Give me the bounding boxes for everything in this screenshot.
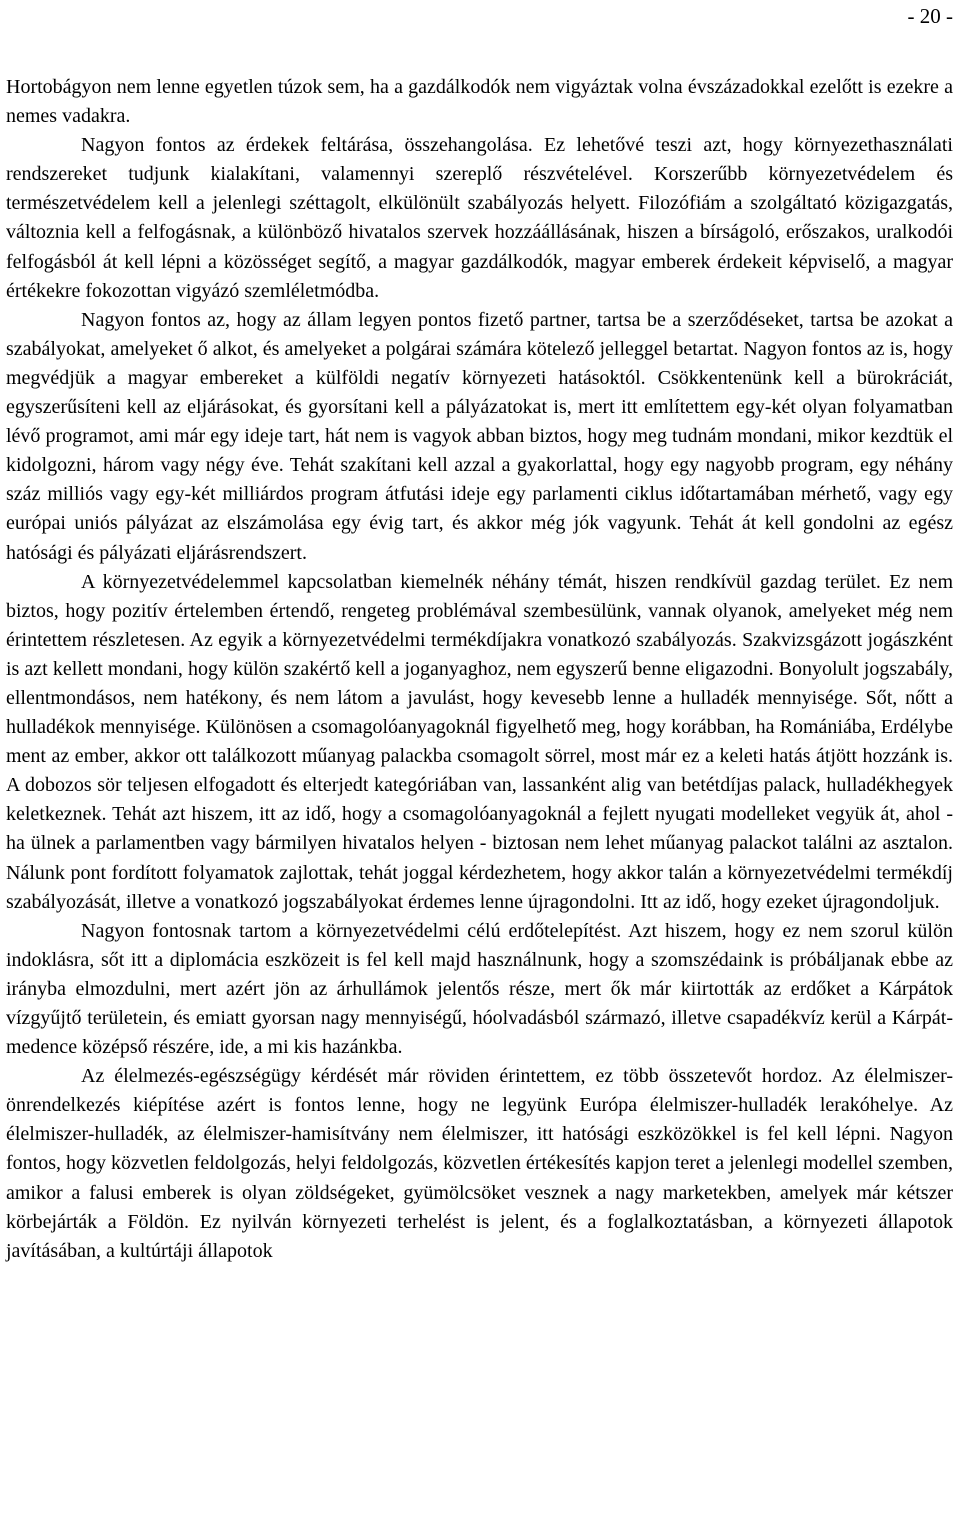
paragraph: Az élelmezés-egészségügy kérdését már röviden érintettem, ez több összetevőt hordoz. Az élelmiszer-önrendelkezés kiépítése azért is fontos lenne, hogy ne legyünk Európa élelmiszer-hulladék lerakóhelye. Az élelmiszer-hulladék, az élelmiszer-hamisítvány nem élelmiszer, itt hatósági eszközökkel is fel kell lépni. Nagyon fontos, hogy közvetlen feldolgozás, helyi feldolgozás, közvetlen értékesítés kapjon teret a jelenlegi modellel szemben, amikor a falusi emberek is olyan zöldségeket, gyümölcsöket vesznek a nagy marketekben, amelyek már kétszer körbejárták a Földön. Ez nyilván környezeti terhelést is jelent, és a foglalkoztatásban, a környezeti állapotok javításában, a kultúrtáji állapotok [6, 1065, 953, 1262]
paragraph: A környezetvédelemmel kapcsolatban kiemelnék néhány témát, hiszen rendkívül gazdag terület. Ez nem biztos, hogy pozitív értelemben értendő, rengeteg problémával szembesülünk, vannak olyanok, amelyeket még nem érintettem részletesen. Az egyik a környezetvédelmi termékdíjakra vonatkozó szabályozás. Szakvizsgázott jogászként is azt kellett mondani, hogy külön szakértő kell a joganyaghoz, nem egyszerű benne eligazodni. Bonyolult jogszabály, ellentmondásos, nem hatékony, és nem látom a javulást, hogy kevesebb lenne a hulladék mennyisége. Sőt, nőtt a hulladékok mennyisége. Különösen a csomagolóanyagoknál figyelhető meg, hogy korábban, ha Romániába, Erdélybe ment az ember, akkor ott találkozott műanyag palackba csomagolt sörrel, most már ez a keleti hatás átjött hozzánk is. A dobozos sör teljesen elfogadott és elterjedt kategóriában van, lassanként alig van betétdíjas palack, hulladékhegyek keletkeznek. Tehát azt hiszem, itt az idő, hogy a csomagolóanyagoknál a fejlett nyugati modelleket vegyük át, ahol - ha ülnek a parlamentben vagy bármilyen hivatalos helyen - biztosan nem lehet műanyag palackot találni az asztalon. Nálunk pont fordított folyamatok zajlottak, tehát joggal kérdezhetem, hogy akkor talán a környezetvédelmi termékdíj szabályozását, illetve a vonatkozó jogszabályokat érdemes lenne újragondolni. Itt az idő, hogy ezeket újragondoljuk. [6, 570, 953, 913]
page-number: - 20 - [907, 4, 953, 28]
paragraph: Nagyon fontosnak tartom a környezetvédelmi célú erdőtelepítést. Azt hiszem, hogy ez nem szorul külön indoklásra, sőt itt a diplomácia eszközeit is fel kell majd használnunk, hogy a szomszédaink is próbáljanak ebbe az irányba elmozdulni, mert azért jön az árhullámok jelentős része, mert ők már kiirtották az erdőket a Kárpátok vízgyűjtő területein, és emiatt gyorsan nagy mennyiségű, hóolvadásból származó, illetve csapadékvíz kerül a Kárpát-medence középső részére, ide, a mi kis hazánkba. [6, 919, 953, 1059]
paragraph: Nagyon fontos az, hogy az állam legyen pontos fizető partner, tartsa be a szerződéseket, tartsa be azokat a szabályokat, amelyeket ő alkot, és amelyeket a polgárai számára kötelező jelleggel betartat. Nagyon fontos az is, hogy megvédjük a magyar embereket a külföldi negatív környezeti hatásoktól. Csökkentenünk kell a bürokráciát, egyszerűsíteni kell az eljárásokat, és gyorsítani kell a pályázatokat is, mert itt említettem egy-két olyan folyamatban lévő programot, ami már egy ideje tart, hát nem is vagyok abban biztos, hogy meg tudnám mondani, mikor kezdtük el kidolgozni, három vagy négy éve. Tehát szakítani kell azzal a gyakorlattal, hogy egy nagyobb program, egy néhány száz milliós vagy egy-két milliárdos program átfutási ideje egy parlamenti ciklus időtartamában mérhető, vagy egy európai uniós pályázat az elszámolása egy évig tart, és akkor még jók vagyunk. Tehát át kell gondolni az egész hatósági és pályázati eljárásrendszert. [6, 308, 953, 564]
paragraph: Nagyon fontos az érdekek feltárása, összehangolása. Ez lehetővé teszi azt, hogy környezethasználati rendszereket tudjunk kialakítani, valamennyi szereplő részvételével. Korszerűbb környezetvédelem és természetvédelem kell a jelenlegi széttagolt, elkülönült szabályozás helyett. Filozófiám a szolgáltató közigazgatás, változnia kell a felfogásnak, a különböző hivatalos szervek hozzáállásának, hiszen a bírságoló, erőszakos, uralkodói felfogásból át kell lépni a közösséget segítő, a magyar gazdálkodók, magyar emberek érdekeit képviselő, a magyar értékekre fokozottan vigyázó szemléletmódba. [6, 134, 953, 302]
body-text [6, 73, 953, 1266]
paragraph: Hortobágyon nem lenne egyetlen túzok sem, ha a gazdálkodók nem vigyáztak volna évszázadokkal ezelőtt is ezekre a nemes vadakra. [6, 76, 953, 128]
